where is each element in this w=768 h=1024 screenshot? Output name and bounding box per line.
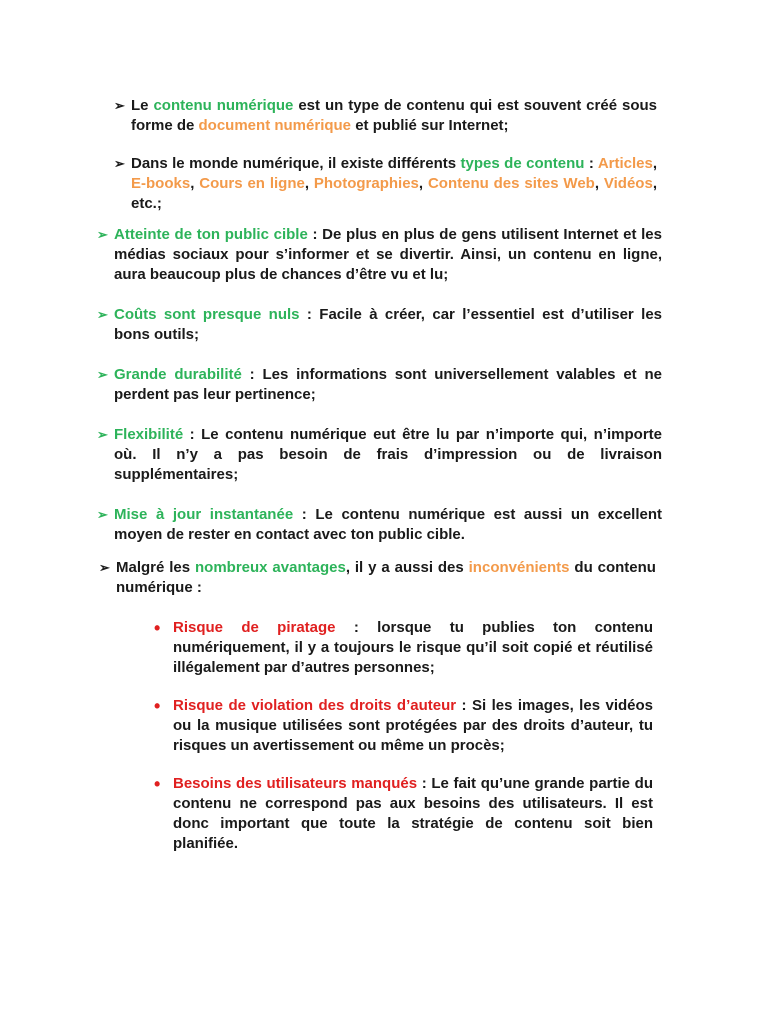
bullet-icon: • <box>154 618 161 638</box>
paragraph-text <box>114 366 662 403</box>
highlight-text: Flexibilité <box>114 426 184 443</box>
highlight-text: Atteinte de ton public cible <box>114 226 308 243</box>
highlight-text: Vidéos <box>603 175 653 192</box>
highlight-text: Risque de piratage <box>173 619 336 636</box>
highlight-text: Mise à jour instantanée <box>114 506 294 523</box>
paragraph-text <box>173 619 653 676</box>
body-text: , il y a aussi des <box>345 559 469 576</box>
paragraph-text <box>131 155 657 212</box>
body-text: : De plus en plus de gens utilisent Internet et les médias sociaux pour s’informer et se divertir. Ainsi, un contenu en ligne, aura beaucoup plus de chances d’être vu et lu; <box>114 226 662 283</box>
arrow-icon: ➢ <box>97 367 108 382</box>
arrow-icon: ➢ <box>97 427 108 442</box>
body-text: et publié sur Internet; <box>351 117 509 134</box>
paragraph-text <box>114 306 662 343</box>
highlight-text: document numérique <box>198 117 352 134</box>
body-text: Dans le monde numérique, il existe différents <box>131 155 461 172</box>
disadvantage-piratage <box>154 618 653 678</box>
highlight-text: nombreux avantages <box>195 559 346 576</box>
paragraph-text <box>173 697 653 754</box>
advantage-mise-a-jour <box>97 505 662 545</box>
body-text: : Le contenu numérique eut être lu par n’importe qui, n’importe où. Il n’y a pas besoin de frais d’impression ou de livraison supplémentaires; <box>114 426 662 483</box>
highlight-text: Besoins des utilisateurs manqués <box>173 775 418 792</box>
highlight-text: Grande durabilité <box>114 366 242 383</box>
body-text: du contenu numérique : <box>116 559 656 596</box>
advantage-durabilite <box>97 365 662 405</box>
disadvantage-droits-auteur <box>154 696 653 756</box>
highlight-text: contenu numérique <box>153 97 294 114</box>
body-text: , etc.; <box>131 175 657 212</box>
body-text: : Si les images, les vidéos ou la musique utilisées sont protégées par des droits d’auteur, tu risques un avertissement ou même un procès; <box>173 697 653 754</box>
arrow-icon: ➢ <box>97 507 108 522</box>
body-text: : Le contenu numérique est aussi un excellent moyen de rester en contact avec ton public cible. <box>114 506 662 543</box>
highlight-text: Contenu des sites Web <box>427 175 595 192</box>
sub-item-digital-content <box>114 96 657 136</box>
arrow-icon: ➢ <box>114 98 125 113</box>
highlight-text: types de contenu <box>460 155 585 172</box>
arrow-icon: ➢ <box>114 156 125 171</box>
body-text: : lorsque tu publies ton contenu numériquement, il y a toujours le risque qu’il soit copié et réutilisé illégalement par d’autres personnes; <box>173 619 653 676</box>
highlight-text: Coûts sont presque nuls <box>114 306 300 323</box>
body-text: Le <box>131 97 154 114</box>
body-text: est un type de contenu qui est souvent créé sous forme de <box>131 97 657 134</box>
disadvantage-besoins <box>154 774 654 854</box>
paragraph-text <box>173 775 653 852</box>
highlight-text: inconvénients <box>468 559 570 576</box>
highlight-text: Articles <box>597 155 653 172</box>
paragraph-text <box>131 97 657 134</box>
body-text: : Facile à créer, car l’essentiel est d’utiliser les bons outils; <box>114 306 662 343</box>
body-text: , <box>418 175 428 192</box>
body-text: : <box>584 155 598 172</box>
body-text: , <box>594 175 604 192</box>
paragraph-text <box>114 226 662 283</box>
body-text: : Le fait qu’une grande partie du contenu ne correspond pas aux besoins des utilisateurs. Il est donc important que toute la stratégie de contenu soit bien planifiée. <box>173 775 654 852</box>
body-text: , <box>652 155 658 172</box>
arrow-icon: ➢ <box>97 307 108 322</box>
highlight-text: Photographies <box>313 175 419 192</box>
highlight-text: Risque de violation des droits d’auteur <box>173 697 457 714</box>
body-text: : Les informations sont universellement valables et ne perdent pas leur pertinence; <box>114 366 662 403</box>
arrow-icon: ➢ <box>99 560 110 575</box>
advantage-public-cible <box>97 225 662 285</box>
sub-item-content-types <box>114 154 658 214</box>
bullet-icon: • <box>154 696 161 716</box>
paragraph-text <box>114 506 662 543</box>
body-text: Malgré les <box>116 559 196 576</box>
body-text: , <box>190 175 200 192</box>
arrow-icon: ➢ <box>97 227 108 242</box>
advantage-flexibilite <box>97 425 662 485</box>
transition-inconvenients <box>99 558 656 598</box>
paragraph-text <box>116 559 656 596</box>
highlight-text: E-books <box>131 175 191 192</box>
body-text: , <box>304 175 314 192</box>
highlight-text: Cours en ligne <box>199 175 305 192</box>
bullet-icon: • <box>154 774 161 794</box>
paragraph-text <box>114 426 662 483</box>
advantage-couts <box>97 305 662 345</box>
